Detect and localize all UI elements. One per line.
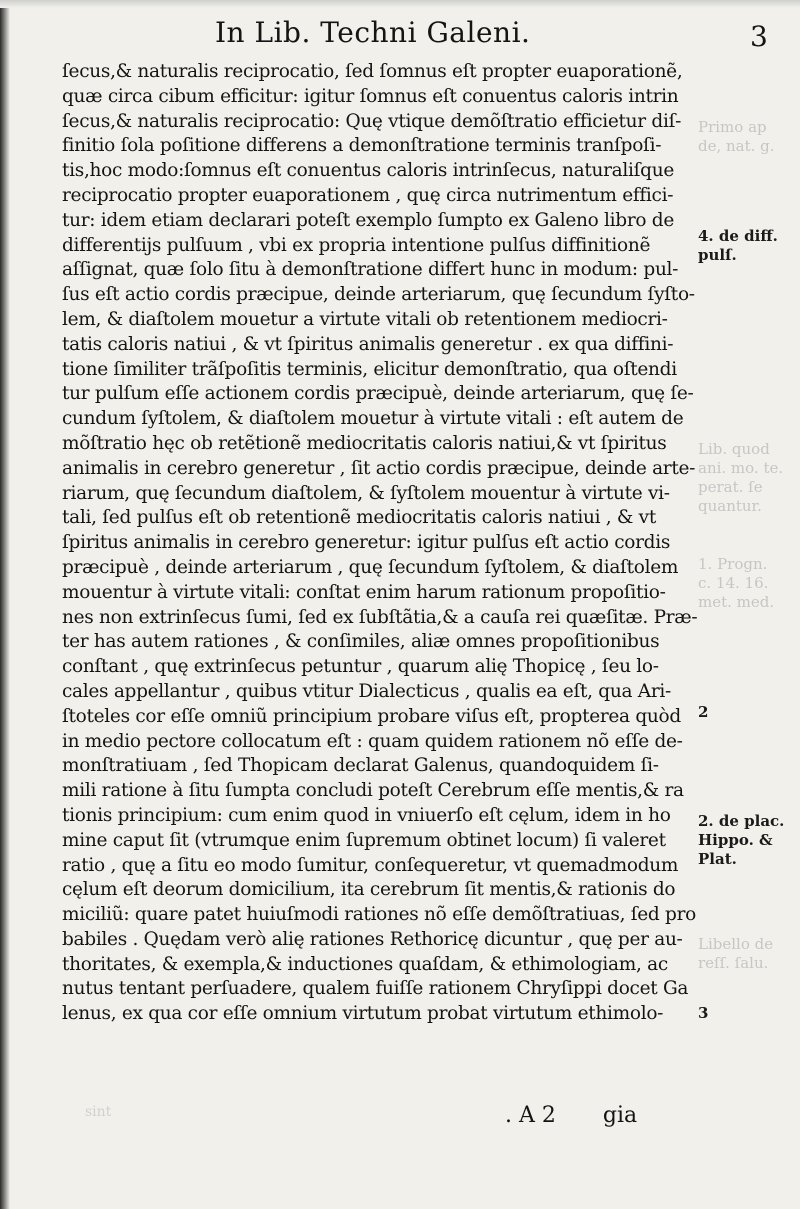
margin-note-6: 2. de plac. Hippo. & Plat. [698, 812, 785, 868]
page-gutter-shadow [0, 0, 10, 1209]
text-line: nutus tentant perſuadere, qualem fuiſſe rationem Chryſippi docet Ga [62, 978, 689, 1000]
margin-note-1: Primo ap de, nat. g. [698, 118, 775, 155]
margin-note-2: 4. de diff. pulſ. [698, 227, 778, 264]
text-line: tatis caloris natiui , & vt ſpiritus animalis generetur . ex qua diffini- [62, 333, 674, 355]
text-line: tali, ſed pulſus eſt ob retentionẽ mediocritatis caloris natiui , & vt [62, 507, 656, 529]
text-line: ſecus,& naturalis reciprocatio, ſed ſomnus eſt propter euaporationẽ, [62, 61, 683, 82]
text-line: differentijs pulſuum , vbi ex propria intentione pulſus diffinitionẽ [62, 234, 651, 256]
text-line: riarum, quę ſecundum diaſtolem, & ſyſtolem mouentur à virtute vi- [62, 482, 670, 504]
text-line: mine caput ſit (vtrumque enim ſupremum obtinet locum) ſi valeret [62, 829, 666, 851]
text-line: ſtoteles cor eſſe omniũ principium probare viſus eſt, propterea quòd [62, 705, 681, 727]
text-line: ratio , quę a ſitu eo modo ſumitur, conſequeretur, vt quemadmodum [62, 854, 679, 876]
text-line: thoritates, & exempla,& inductiones quaſdam, & ethimologiam, ac [62, 953, 668, 975]
text-line: aſſignat, quæ ſolo ſitu à demonſtratione differt hunc in modum: pul- [62, 259, 679, 281]
text-line: finitio ſola poſitione differens a demonſtratione terminis tranſpoſi- [62, 135, 662, 157]
text-line: ſecus,& naturalis reciprocatio: Quę vtique demõſtratio efficietur diſ- [62, 110, 682, 132]
bleed-through-text: sint [85, 1104, 112, 1120]
text-line: tione ſimiliter trãſpoſitis terminis, elicitur demonſtratio, qua oſtendi [62, 358, 677, 380]
text-line: monſtratiuam , ſed Thopicam declarat Galenus, quandoquidem ſi- [62, 755, 659, 777]
running-title: In Lib. Techni Galeni. [215, 16, 531, 49]
page-top-edge [0, 0, 800, 8]
text-line: ſpiritus animalis in cerebro generetur: igitur pulſus eſt actio cordis [62, 532, 671, 554]
body-text-block [62, 60, 702, 1027]
catchword: gia [602, 1103, 638, 1128]
footer-line [505, 1103, 637, 1128]
text-line: cęlum eſt deorum domicilium, ita cerebrum ſit mentis,& rationis do [62, 879, 676, 901]
margin-note-3: Lib. quod ani. mo. te. perat. ſe quantur. [698, 440, 784, 515]
page-number: 3 [750, 20, 768, 53]
text-line: reciprocatio propter euaporationem , quę circa nutrimentum effici- [62, 184, 674, 206]
text-line: tur pulſum eſſe actionem cordis præcipuè, deinde arteriarum, quę ſe- [62, 383, 694, 405]
text-line: mõſtratio hęc ob retẽtionẽ mediocritatis caloris natiui,& vt ſpiritus [62, 432, 667, 454]
text-line: ter has autem rationes , & conſimiles, aliæ omnes propoſitionibus [62, 631, 660, 653]
text-line: conſtant , quę extrinſecus petuntur , quarum alię Thopicę , ſeu lo- [62, 656, 659, 678]
text-line: cundum ſyſtolem, & diaſtolem mouetur à virtute vitali : eſt autem de [62, 408, 684, 430]
text-line: animalis in cerebro generetur , ſit actio cordis præcipue, deinde arte- [62, 457, 696, 479]
text-line: præcipuè , deinde arteriarum , quę ſecundum ſyſtolem, & diaſtolem [62, 556, 679, 578]
text-line: tis,hoc modo:ſomnus eſt conuentus caloris intrinſecus, naturaliſque [62, 160, 674, 182]
margin-note-4: 1. Progn. c. 14. 16. met. med. [698, 555, 775, 611]
text-line: nes non extrinſecus ſumi, ſed ex ſubſtãtia,& a cauſa rei quæſitæ. Præ- [62, 606, 698, 628]
signature-mark: . A 2 [505, 1103, 556, 1128]
margin-note-8: 3 [698, 1004, 709, 1022]
margin-note-5: 2 [698, 703, 709, 721]
text-line: mouentur à virtute vitali: conſtat enim harum rationum propoſitio- [62, 581, 666, 603]
text-line: quæ circa cibum efficitur: igitur ſomnus eſt conuentus caloris intrin [62, 85, 679, 107]
text-line: tionis principium: cum enim quod in vniuerſo eſt cęlum, idem in ho [62, 804, 671, 826]
margin-note-7: Libello de reſſ. ſalu. [698, 935, 774, 972]
text-line: ſus eſt actio cordis præcipue, deinde arteriarum, quę ſecundum ſyſto- [62, 284, 695, 306]
text-line: lenus, ex qua cor eſſe omnium virtutum probat virtutum ethimolo- [62, 1003, 664, 1025]
text-line: babiles . Quędam verò alię rationes Rethoricę dicuntur , quę per au- [62, 928, 683, 950]
text-line: in medio pectore collocatum eſt : quam quidem rationem nõ eſſe de- [62, 730, 683, 752]
text-line: mili ratione à ſitu ſumpta concludi poteſt Cerebrum eſſe mentis,& ra [62, 780, 684, 802]
text-line: miciliũ: quare patet huiuſmodi rationes nõ eſſe demõſtratiuas, ſed pro [62, 904, 696, 926]
text-line: cales appellantur , quibus vtitur Dialecticus , qualis ea eſt, qua Ari- [62, 680, 671, 702]
text-line: lem, & diaſtolem mouetur a virtute vitali ob retentionem mediocri- [62, 308, 668, 330]
text-line: tur: idem etiam declarari poteſt exemplo ſumpto ex Galeno libro de [62, 209, 674, 231]
